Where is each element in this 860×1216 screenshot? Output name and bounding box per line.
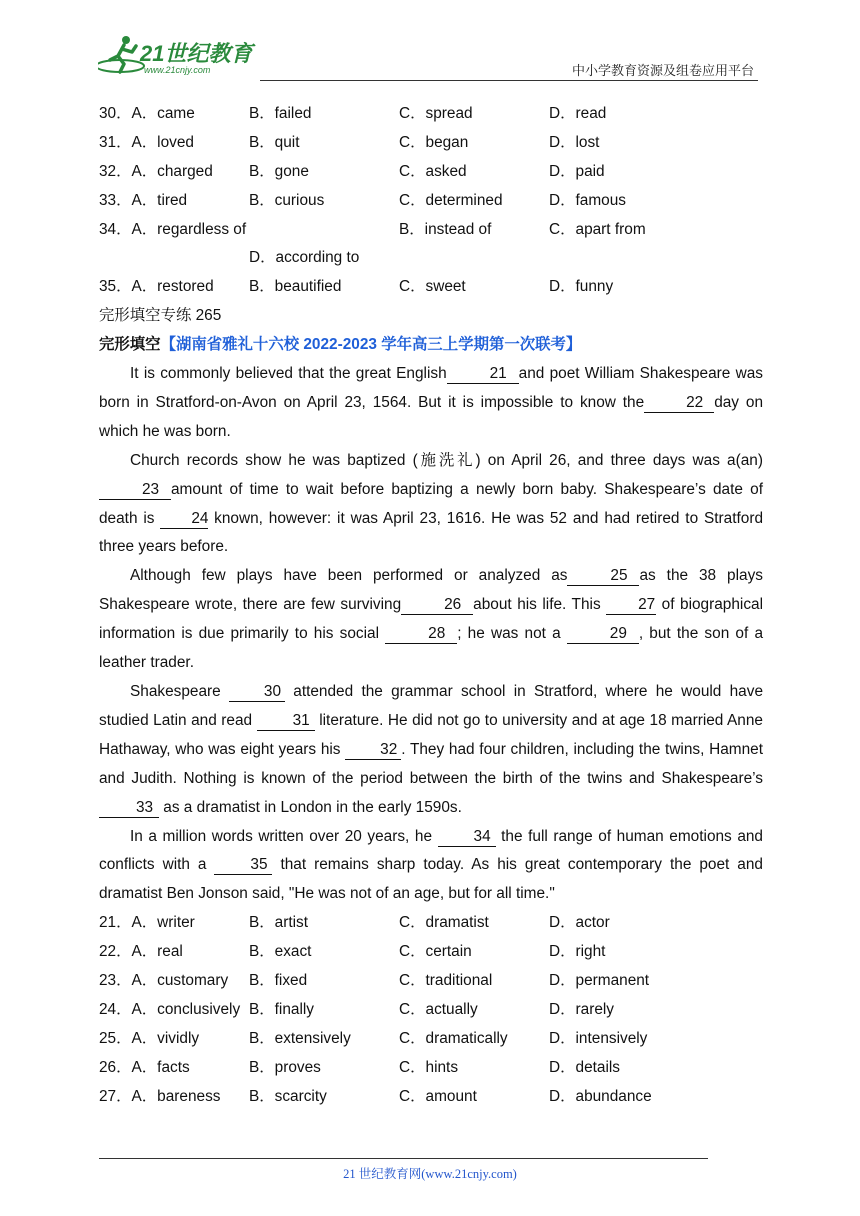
option-b: B．extensively [249,1029,351,1047]
blank-35: 35 [214,856,272,875]
option-d: D．right [549,943,606,961]
passage-paragraph-4: Shakespeare 30 attended the grammar school in Stratford, where he would have studied Latin and read 31 literature. He did not go to university and at age 18 married Anne Hathaway, who was eight years his 32 . They had four children, including the twins, Hamnet and Judith. Nothing is known of the period between the birth of the twins and Shakespeare’s 33 as a dramatist in London in the early 1590s. [99,682,764,816]
option-b: B．scarcity [249,1087,327,1105]
site-logo [98,34,268,78]
option-a: 23．A．customary [99,972,229,990]
blank-25: 25 [567,567,639,586]
passage-paragraph-3: Although few plays have been performed or analyzed as 25 as the 38 plays Shakespeare wrote, there are few surviving 26 about his life. This 27 of biographical information is due primarily to his social 28 ; he was not a 29 , but the son of a leather trader. [99,567,764,672]
option-d: D．funny [549,278,614,296]
header-divider [260,80,758,81]
svg-text:21世纪教育: 21世纪教育 [140,41,253,66]
passage-paragraph-1: It is commonly believed that the great English 21 and poet William Shakespeare was born in Stratford-on-Avon on April 23, 1564. But it is impossible to know the 22 day on which he was born. [99,365,764,440]
option-d: D．lost [549,133,600,151]
option-a: 25．A．vividly [99,1029,200,1047]
option-row-34 [99,216,763,245]
option-c: C．spread [399,105,473,122]
page-header [98,34,758,80]
option-d: D．rarely [549,1000,614,1018]
blank-30: 30 [229,683,285,702]
option-a: 26．A．facts [99,1058,190,1076]
option-row-35 [99,273,763,302]
option-d: D．famous [549,191,626,209]
passage-paragraph-2: Church records show he was baptized (施洗礼) on April 26, and three days was a(an)23 amount of time to wait before baptizing a newly born baby. Shakespeare’s date of death is 24 known, however: it was April 23, 1616. He was 52 and had retired to Stratford three years before. [99,451,763,556]
option-row-33 [99,187,763,216]
option-a: 32．A．charged [99,162,213,180]
option-b: B．finally [249,1000,315,1018]
document-body [99,100,763,1111]
option-d: D．details [549,1058,620,1076]
option-row-31 [99,129,763,158]
option-c: C．began [399,133,469,151]
option-row-24 [99,996,763,1025]
option-row-25 [99,1025,763,1054]
option-c: C．hints [399,1058,459,1076]
blank-34: 34 [438,828,496,847]
section-label: 完形填空专练 265 [99,307,222,325]
option-a: 24．A．conclusively [99,1000,241,1018]
option-row-21 [99,909,763,938]
option-row-32 [99,158,763,187]
option-b: B．fixed [249,972,308,990]
blank-33: 33 [99,799,159,818]
option-c: C．certain [399,943,472,961]
option-a: 35．A．restored [99,278,214,296]
option-a: 27．A．bareness [99,1087,221,1105]
footer-text: 21 世纪教育网(www.21cnjy.com) [343,1167,517,1181]
option-c: C．asked [399,162,467,180]
header-platform-text: 中小学教育资源及组卷应用平台 [571,63,754,78]
option-b: B．gone [249,162,309,180]
option-c: C．apart from [549,220,646,238]
section-title: 完形填空【湖南省雅礼十六校 2022-2023 学年高三上学期第一次联考】 [99,336,582,354]
footer-divider [99,1158,708,1159]
blank-23: 23 [99,481,171,500]
option-c: C．actually [399,1000,478,1018]
blank-26: 26 [401,596,473,615]
blank-28: 28 [385,625,457,644]
svg-text:www.21cnjy.com: www.21cnjy.com [144,65,211,75]
option-b: B．instead of [399,220,492,238]
option-a: 30．A．came [99,105,195,122]
option-row-34-cont [99,244,763,273]
blank-29: 29 [567,625,639,644]
option-row-26 [99,1054,763,1083]
blank-31: 31 [257,712,315,731]
option-row-30 [99,100,763,129]
option-d: D．actor [549,914,610,932]
option-row-22 [99,938,763,967]
option-d: D．read [549,105,607,122]
blank-22: 22 [644,394,714,413]
option-b: B．quit [249,133,300,151]
option-row-23 [99,967,763,996]
option-d: D．paid [549,162,605,180]
option-a: 31．A．loved [99,133,194,151]
option-a: 22．A．real [99,943,183,961]
option-a: 21．A．writer [99,914,195,932]
option-c: C．sweet [399,278,466,296]
option-d: D．according to [249,249,360,267]
option-b: B．artist [249,914,309,932]
option-b: B．proves [249,1058,321,1076]
blank-21: 21 [447,365,519,384]
option-d: D．permanent [549,972,650,990]
option-b: B．exact [249,943,312,961]
option-d: D．abundance [549,1087,652,1105]
option-c: C．traditional [399,972,493,990]
option-b: B．failed [249,105,312,122]
blank-27: 27 [606,596,656,615]
blank-24: 24 [160,510,208,529]
option-d: D．intensively [549,1029,648,1047]
option-a: 33．A．tired [99,191,188,209]
option-b: B．curious [249,191,325,209]
option-row-27 [99,1083,763,1112]
option-c: C．amount [399,1087,477,1105]
option-c: C．dramatist [399,914,489,932]
option-b: B．beautified [249,278,342,296]
passage-paragraph-5: In a million words written over 20 years, he 34 the full range of human emotions and conflicts with a 35 that remains sharp today. As his great contemporary the poet and dramatist Ben Jonson said, "He was not of an age, but for all time." [99,827,763,903]
option-a: 34．A．regardless of [99,220,247,238]
option-c: C．dramatically [399,1029,508,1047]
blank-32: 32 [345,741,401,760]
option-c: C．determined [399,191,503,209]
